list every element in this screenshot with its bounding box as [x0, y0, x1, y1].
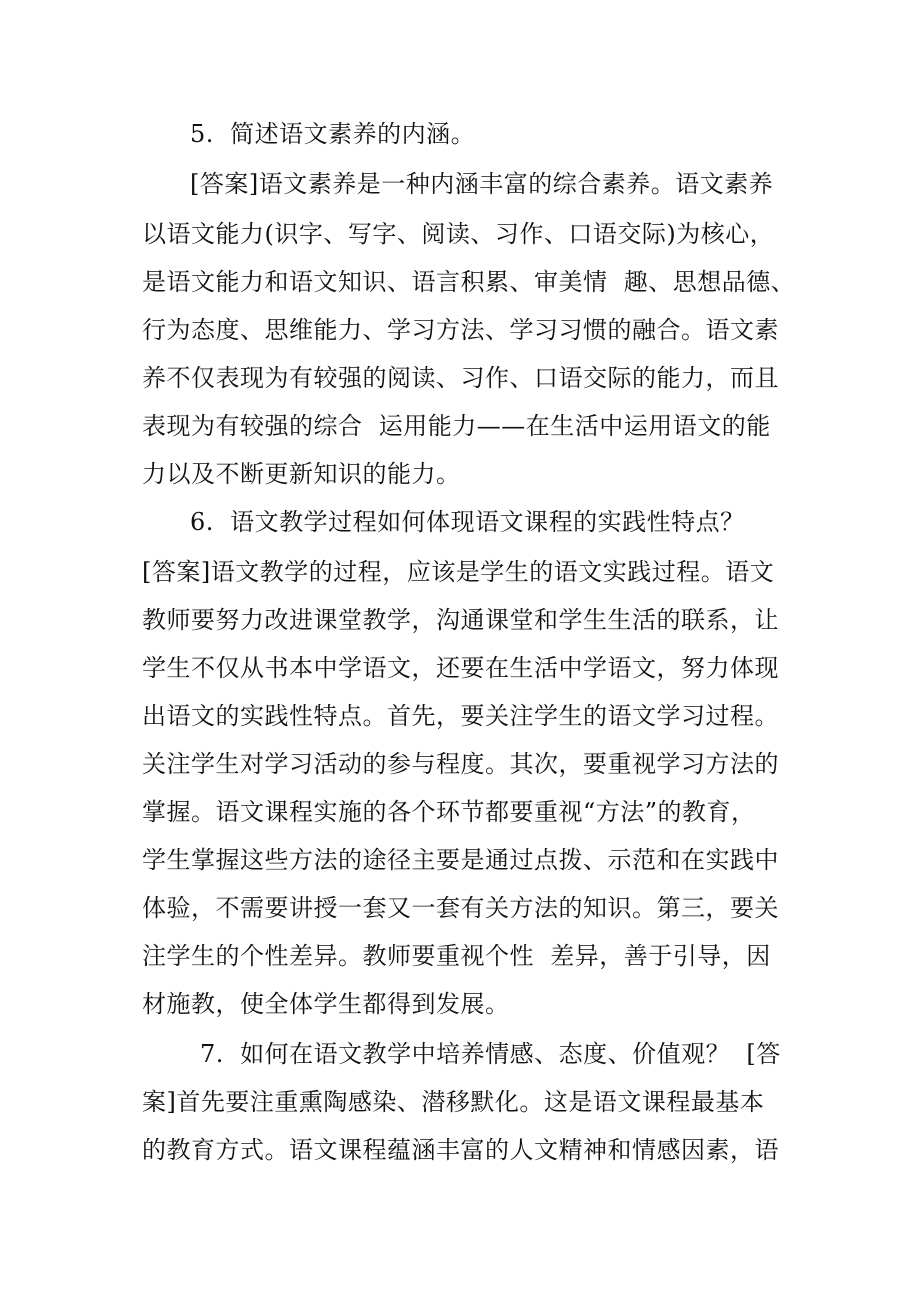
text-line: [答案]语文素养是一种内涵丰富的综合素养。语文素养	[190, 170, 774, 198]
text-line: [答案]语文教学的过程，应该是学生的语文实践过程。语文	[142, 558, 775, 586]
text-line: 学生不仅从书本中学语文，还要在生活中学语文，努力体现	[142, 654, 779, 682]
text-line: 是语文能力和语文知识、语言积累、审美情 趣、思想品德、	[142, 268, 796, 296]
text-line: 材施教，使全体学生都得到发展。	[142, 990, 510, 1018]
text-line: 案]首先要注重熏陶感染、潜移默化。这是语文课程最基本	[142, 1088, 765, 1116]
text-line: 学生掌握这些方法的途径主要是通过点拨、示范和在实践中	[142, 846, 779, 874]
text-line: 关注学生对学习活动的参与程度。其次，要重视学习方法的	[142, 750, 779, 778]
text-line: 7. 如何在语文教学中培养情感、态度、价值观？ [答	[200, 1040, 781, 1068]
text-line: 力以及不断更新知识的能力。	[142, 460, 461, 488]
text-line: 以语文能力(识字、写字、阅读、习作、口语交际)为核心，	[142, 220, 775, 248]
text-line: 表现为有较强的综合 运用能力——在生活中运用语文的能	[142, 412, 771, 440]
text-line: 5. 简述语文素养的内涵。	[190, 120, 476, 148]
text-line: 掌握。语文课程实施的各个环节都要重视“方法”的教育，	[142, 798, 756, 826]
text-line: 养不仅表现为有较强的阅读、习作、口语交际的能力，而且	[142, 364, 779, 392]
text-line: 出语文的实践性特点。首先，要关注学生的语文学习过程。	[142, 702, 779, 730]
text-line: 行为态度、思维能力、学习方法、学习习惯的融合。语文素	[142, 316, 779, 344]
text-line: 的教育方式。语文课程蕴涵丰富的人文精神和情感因素，语	[142, 1136, 779, 1164]
text-line: 体验，不需要讲授一套又一套有关方法的知识。第三，要关	[142, 894, 779, 922]
text-line: 注学生的个性差异。教师要重视个性 差异，善于引导，因	[142, 942, 771, 970]
text-line: 6. 语文教学过程如何体现语文课程的实践性特点？	[190, 508, 745, 536]
text-line: 教师要努力改进课堂教学，沟通课堂和学生生活的联系，让	[142, 606, 779, 634]
